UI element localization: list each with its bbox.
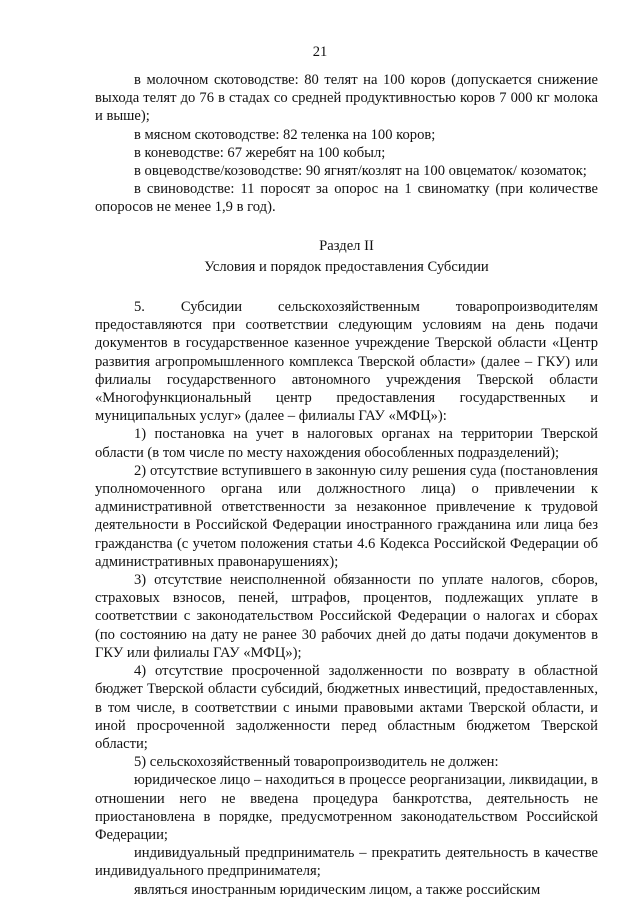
text-paragraph: 5. Субсидии сельскохозяйственным товаропроизводителям предоставляются при соответствии следующим условиям на день подачи документов в государственное казенное учреждение Тверской области «Центр развития агропромышленного комплекса Тверской области» (далее – ГКУ) или филиалы государственного автономного учреждения Тверской области «Многофункциональный центр предоставления государственных и муниципальных услуг» (далее – филиалы ГАУ «МФЦ»):: [95, 299, 598, 425]
text-paragraph: в коневодстве: 67 жеребят на 100 кобыл;: [134, 144, 386, 161]
section-title: Раздел II: [319, 237, 374, 254]
text-paragraph: в овцеводстве/козоводстве: 90 ягнят/козлят на 100 овцематок/ козоматок;: [134, 163, 587, 180]
text-paragraph: в мясном скотоводстве: 82 теленка на 100 коров;: [134, 126, 436, 143]
section-subtitle: Условия и порядок предоставления Субсидии: [204, 258, 489, 275]
page-number: 21: [312, 44, 328, 60]
list-item: 4) отсутствие просроченной задолженности по возврату в областной бюджет Тверской области субсидий, бюджетных инвестиций, предоставленных, в том числе, в соответствии с иными правовыми актами Тверской области, и иной просроченной задолженности перед областным бюджетом Тверской области;: [95, 663, 598, 752]
text-paragraph: являться иностранным юридическим лицом, а также российским: [134, 881, 541, 898]
list-item: 5) сельскохозяйственный товаропроизводитель не должен:: [134, 754, 499, 771]
list-item: 3) отсутствие неисполненной обязанности по уплате налогов, сборов, страховых взносов, пеней, штрафов, процентов, подлежащих уплате в соответствии с законодательством Российской Федерации о налогах и сборах (по состоянию на дату не ранее 30 рабочих дней до даты подачи документов в ГКУ или филиалы ГАУ «МФЦ»);: [95, 572, 598, 661]
page-content: [95, 71, 598, 899]
text-paragraph: индивидуальный предприниматель – прекратить деятельность в качестве индивидуального предпринимателя;: [95, 845, 598, 880]
list-item: 1) постановка на учет в налоговых органах на территории Тверской области (в том числе по месту нахождения обособленных подразделений);: [95, 426, 598, 461]
text-paragraph: в молочном скотоводстве: 80 телят на 100 коров (допускается снижение выхода телят до 76 в стадах со средней продуктивностью коров 7 000 кг молока и выше);: [95, 72, 598, 125]
text-paragraph: в свиноводстве: 11 поросят за опорос на 1 свиноматку (при количестве опоросов не менее 1,9 в год).: [95, 181, 598, 216]
text-paragraph: юридическое лицо – находиться в процессе реорганизации, ликвидации, в отношении него не введена процедура банкротства, деятельность не приостановлена в порядке, предусмотренном законодательством Российской Федерации;: [95, 772, 598, 843]
list-item: 2) отсутствие вступившего в законную силу решения суда (постановления уполномоченного органа или должностного лица) о привлечении к административной ответственности за незаконное привлечение к трудовой деятельности в Российской Федерации иностранного гражданина или лица без гражданства (с учетом положения статьи 4.6 Кодекса Российской Федерации об административных правонарушениях);: [95, 462, 598, 570]
